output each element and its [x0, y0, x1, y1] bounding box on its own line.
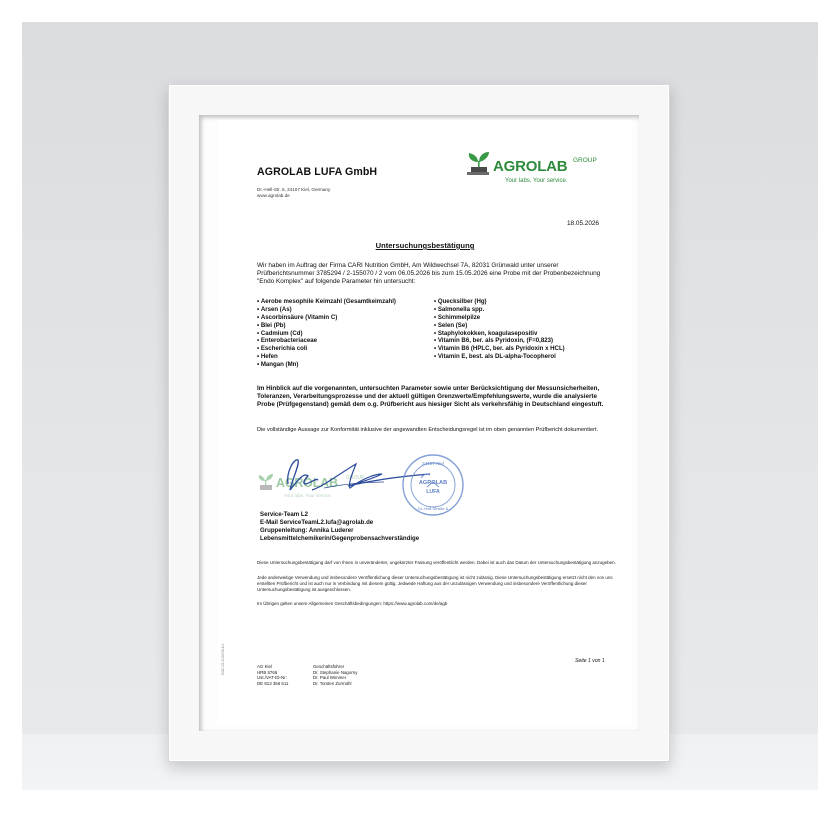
document-code: DOC-25-20260518-1	[221, 643, 225, 675]
footer-registry	[257, 664, 288, 687]
parameter-item: • Cadmium (Cd)	[257, 330, 437, 338]
footer-line: HRB 5766	[257, 669, 278, 675]
logo-tagline: Your labs. Your service.	[505, 178, 568, 184]
footer-management	[313, 664, 357, 687]
document-date: 18.05.2026	[567, 220, 599, 227]
parameter-column-right	[434, 298, 624, 361]
team-name: Service-Team L2	[260, 511, 308, 518]
parameter-item: • Blei (Pb)	[257, 322, 437, 330]
parameter-item: • Vitamin B6 (HPLC, ber. als Pyridoxin x HCL)	[434, 345, 624, 353]
footer-line: Geschäftsführer	[313, 664, 345, 669]
parameter-item: • Ascorbinsäure (Vitamin C)	[257, 314, 437, 322]
stamp-circle	[400, 452, 466, 518]
certificate-document	[218, 120, 632, 723]
footer-line: DE 813 356 511	[257, 681, 289, 687]
stamp-text-lufa: LUFA	[426, 489, 440, 495]
parameter-item: • Mangan (Mn)	[257, 361, 437, 369]
footer-line: Dr. Paul Wimmer	[313, 675, 347, 681]
footer-line: Dr. Stephanie Nagorny	[313, 669, 358, 675]
logo-wordmark: AGROLAB	[493, 158, 568, 175]
intro-paragraph: Wir haben im Auftrag der Firma CARI Nutrition GmbH, Am Wildwechsel 7A, 82031 Grünwald unter unserer Prüfberichtsnummer 3785294 / 2-155070 / 2 vom 06.05.2026 bis zum 15.05.2026 eine Probe mit der Probenbezeichnung "Endo Komplex" auf folgende Parameter hin untersucht:	[257, 262, 601, 285]
footer-line: Ust./VAT-ID-Nr:	[257, 675, 287, 681]
parameter-item: • Escherichia coli	[257, 345, 437, 353]
conformity-note: Die vollständige Aussage zur Konformität inklusive der angewandten Entscheidungsregel ist im oben genannten Prüfbericht dokumentiert.	[257, 427, 599, 433]
parameter-item: • Aerobe mesophile Keimzahl (Gesamtkeimzahl)	[257, 298, 437, 306]
stamp-text-bottom: Dr.-Hell-Straße 6	[417, 506, 449, 511]
parameter-item: • Arsen (As)	[257, 306, 437, 314]
parameter-column-left	[257, 298, 437, 369]
parameter-item: • Enterobacteriaceae	[257, 337, 437, 345]
stamp-text-middle: AGROLAB	[418, 480, 448, 486]
parameter-item: • Quecksilber (Hg)	[434, 298, 624, 306]
company-name: AGROLAB LUFA GmbH	[257, 166, 378, 178]
official-stamp	[400, 452, 466, 518]
logo-group-label: GROUP	[573, 157, 597, 164]
stamp-text-top: 24107 Kiel	[422, 461, 444, 466]
team-email: E-Mail ServiceTeamL2.lufa@agrolab.de	[260, 518, 374, 526]
document-heading: Untersuchungsbestätigung	[375, 241, 475, 250]
parameter-item: • Staphylokokken, koagulasepositiv	[434, 330, 624, 338]
parameter-item: • Selen (Se)	[434, 322, 624, 330]
fine-print-publication: Diese Untersuchungsbestätigung darf von Ihnen in unveränderter, ungekürzter Fassung veröffentlicht werden. Dabei ist auch das Datum der Untersuchungsbestätigung anzugeben.	[257, 560, 616, 565]
faded-logo-wordmark: AGROLAB	[276, 476, 338, 490]
footer-line: AG Kiel	[257, 664, 272, 669]
agrolab-logo	[465, 144, 615, 196]
parameter-item: • Vitamin E, best. als DL-alpha-Tocopherol	[434, 353, 624, 361]
website-line: www.agrolab.de	[257, 192, 290, 198]
footer-line: Dr. Torsten Zurmühl	[313, 681, 352, 687]
fine-print-liability: Jede anderweitige Verwendung und insbesondere Veröffentlichung dieser Untersuchungsbestätigung ist nicht zulässig. Diese Untersuchungsbestätigung ersetzt nicht den von uns erstellten Prüfbericht und ist auch nur in Verbindung mit diesem gültig. Jedwede Haftung aus der unzulässigen Verwendung und insbesondere Veröffentlichung dieser Untersuchungsbestätigung ist ausgeschlossen.	[257, 575, 613, 592]
conclusion-paragraph: Im Hinblick auf die vorgenannten, untersuchten Parameter sowie unter Berücksichtigung der Messunsicherheiten, Toleranzen, Verarbeitungsprozesse und der aktuell gültigen Grenzwerte/Empfehlungswerte, wurde die analysierte Probe (Prüfgegenstand) gemäß dem o.g. Prüfbericht aus hiesiger Sicht als verkehrsfähig in Deutschland eingestuft.	[257, 385, 604, 408]
lead-title: Lebensmittelchemikerin/Gegenprobensachverständige	[260, 534, 420, 542]
contact-block	[260, 511, 419, 543]
faded-logo-tagline: Your labs. Your service.	[284, 493, 332, 498]
group-lead: Gruppenleitung: Annika Luderer	[260, 526, 354, 534]
page-number: Seite 1 von 1	[575, 658, 605, 664]
parameter-item: • Hefen	[257, 353, 437, 361]
fine-print-terms: Im Übrigen gelten unsere Allgemeinen Geschäftsbedingungen: https://www.agrolab.com/de/agb	[257, 601, 448, 606]
faded-logo-group: GROUP	[346, 475, 365, 481]
address-line: Dr.-Hell-Str. 6, 24107 Kiel, Germany	[257, 187, 331, 192]
company-address	[257, 187, 330, 198]
parameter-item: • Vitamin B6, ber. als Pyridoxin, (F=0,823)	[434, 337, 624, 345]
parameter-item: • Schimmelpilze	[434, 314, 624, 322]
parameter-item: • Salmonella spp.	[434, 306, 624, 314]
